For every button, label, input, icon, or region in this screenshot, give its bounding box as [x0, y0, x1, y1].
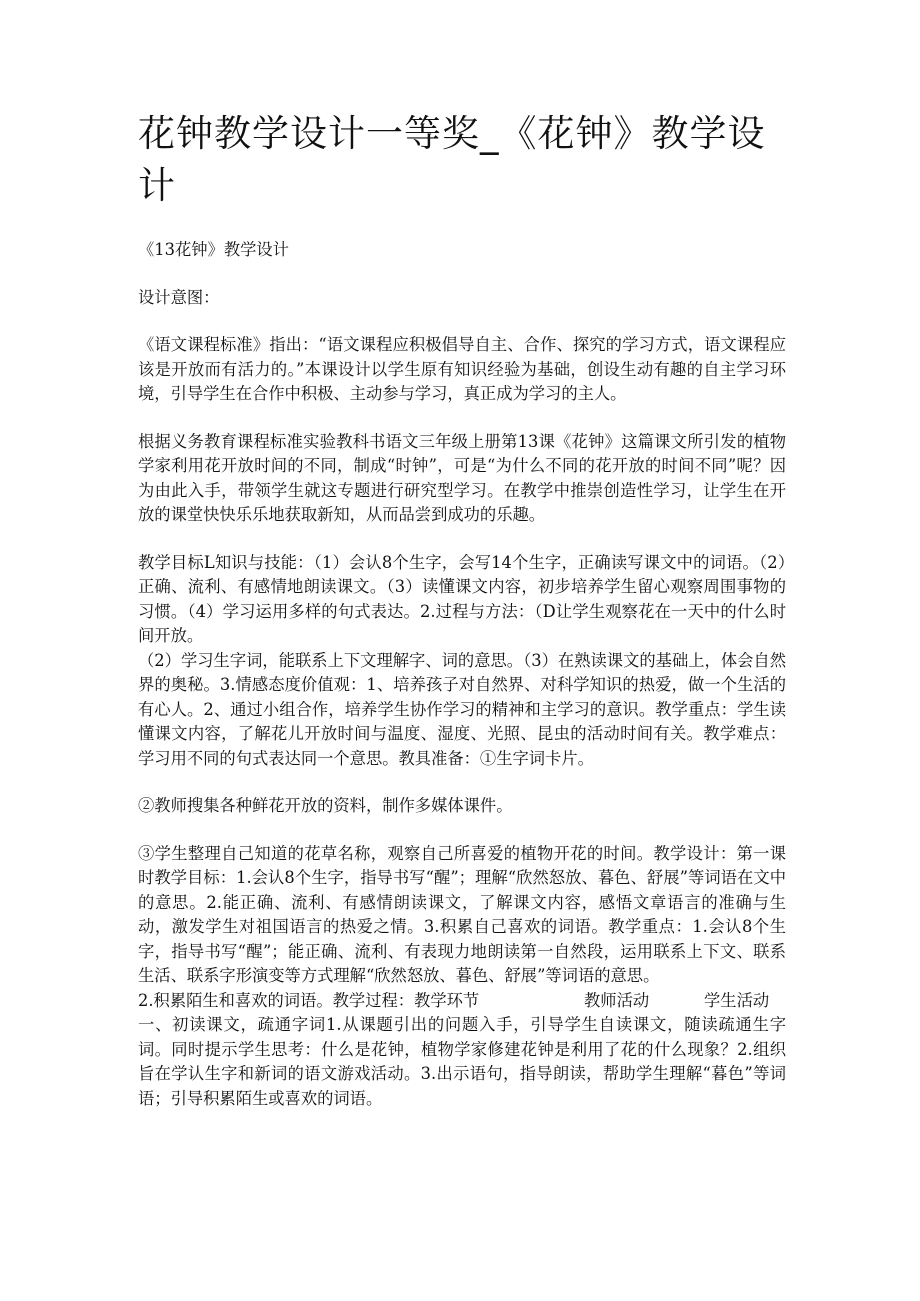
paragraph-teacher-prep: ②教师搜集各种鲜花开放的资料，制作多媒体课件。: [138, 796, 513, 815]
paragraph-lesson-design: ③学生整理自己知道的花草名称，观察自己所喜爱的植物开花的时间。教学设计：第一课时教学目标：1.会认8个生字，指导书写“醒”；理解“欣然怒放、暮色、舒展”等词语在文中的意思。2.能正确、流利、有感情朗读课文，了解课文内容，感悟文章语言的准确与生动，激发学生对祖国语言的热爱之情。3.积累自己喜欢的词语。教学重点：1.会认8个生字，指导书写“醒”；能正确、流利、有表现力地朗读第一自然段，运用联系上下文、联系生活、联系字形演变等方式理解“欣然怒放、暮色、舒展”等词语的意思。: [138, 843, 786, 985]
document-title: 花钟教学设计一等奖_《花钟》教学设计: [138, 112, 766, 207]
design-intent-heading: 设计意图：: [138, 287, 220, 307]
table-header-col3: 学生活动: [704, 990, 770, 1010]
paragraph-first-reading: 一、初读课文，疏通字词1.从课题引出的问题入手，引导学生自读课文，随读疏通生字词。同时提示学生思考：什么是花钟，植物学家修建花钟是利用了花的什么现象？2.组织旨在学认生字和新词的语文游戏活动。3.出示语句，指导朗读，帮助学生理解“暮色”等词语；引导积累陌生或喜欢的词语。: [138, 1015, 786, 1108]
paragraph-background: 根据义务教育课程标准实验教科书语文三年级上册第13课《花钟》这篇课文所引发的植物学家利用花开放时间的不同，制成“时钟”，可是“为什么不同的花开放的时间不同”呢？因为由此入手，带领学生就这专题进行研究型学习。在教学中推崇创造性学习，让学生在开放的课堂快快乐乐地获取新知，从而品尝到成功的乐趣。: [138, 431, 786, 524]
document-page: [138, 108, 786, 1134]
table-header-row: [138, 989, 786, 1014]
paragraph-curriculum-standard: 《语文课程标准》指出：“语文课程应积极倡导自主、合作、探究的学习方式，语文课程应该是开放而有活力的。”本课设计以学生原有知识经验为基础，创设生动有趣的自主学习环境，引导学生在合作中积极、主动参与学习，真正成为学习的主人。: [138, 335, 786, 403]
table-header-col1: 2.积累陌生和喜欢的词语。教学过程：教学环节: [138, 990, 480, 1010]
lesson-heading: 《13花钟》教学设计: [138, 240, 289, 259]
paragraph-objectives-continued: （2）学习生字词，能联系上下文理解字、词的意思。（3）在熟读课文的基础上，体会自然界的奥秘。3.情感态度价值观：1、培养孩子对自然界、对科学知识的热爱，做一个生活的有心人。2、通过小组合作，培养学生协作学习的精神和主学习的意识。教学重点：学生读懂课文内容，了解花儿开放时间与温度、湿度、光照、昆虫的活动时间有关。教学难点：学习用不同的句式表达同一个意思。教具准备：①生字词卡片。: [138, 650, 786, 768]
paragraph-objectives: 教学目标L知识与技能：（1）会认8个生字，会写14个生字，正确读写课文中的词语。（2）正确、流利、有感情地朗读课文。（3）读懂课文内容，初步培养学生留心观察周围事物的习惯。（4）学习运用多样的句式表达。2.过程与方法：（D让学生观察花在一天中的什么时间开放。: [138, 552, 786, 645]
table-header-col2: 教师活动: [584, 990, 650, 1010]
